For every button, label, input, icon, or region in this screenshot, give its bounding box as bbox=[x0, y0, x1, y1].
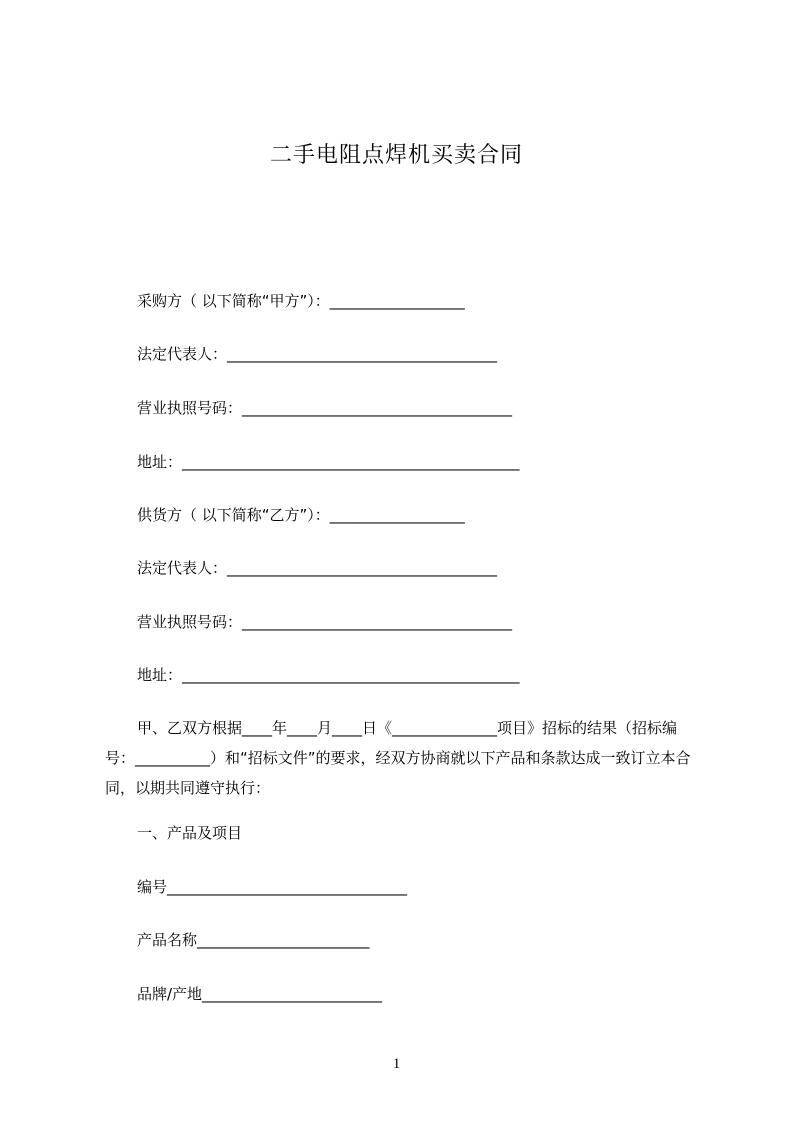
product-name-line: 产品名称_______________________ bbox=[137, 931, 370, 949]
intro-paragraph bbox=[105, 713, 705, 803]
buyer-name-line: 采购方（ 以下简称“甲方”）：__________________ bbox=[137, 292, 465, 310]
brand-origin-line: 品牌/产地________________________ bbox=[137, 985, 383, 1003]
seller-license-line: 营业执照号码：____________________________________ bbox=[137, 613, 513, 631]
seller-name-line: 供货方（ 以下简称“乙方”）：__________________ bbox=[137, 506, 465, 524]
seller-legal-rep-line: 法定代表人：____________________________________ bbox=[137, 559, 498, 577]
section-1-heading: 一、产品及项目 bbox=[137, 824, 243, 842]
buyer-legal-rep-line: 法定代表人：____________________________________ bbox=[137, 345, 498, 363]
buyer-license-line: 营业执照号码：____________________________________ bbox=[137, 399, 513, 417]
product-number-line: 编号________________________________ bbox=[137, 878, 408, 896]
intro-text: 甲、乙双方根据____年____月____日《______________项目》招标的结果（招标编号：__________）和“招标文件”的要求，经双方协商就以下产品和条款达成一致订立本合同，以期共同遵守执行： bbox=[105, 719, 691, 797]
document-title: 二手电阻点焊机买卖合同 bbox=[269, 143, 523, 168]
buyer-address-line: 地址：_____________________________________________ bbox=[137, 453, 520, 471]
seller-address-line: 地址：_____________________________________________ bbox=[137, 666, 520, 684]
page-number: 1 bbox=[392, 1056, 401, 1072]
